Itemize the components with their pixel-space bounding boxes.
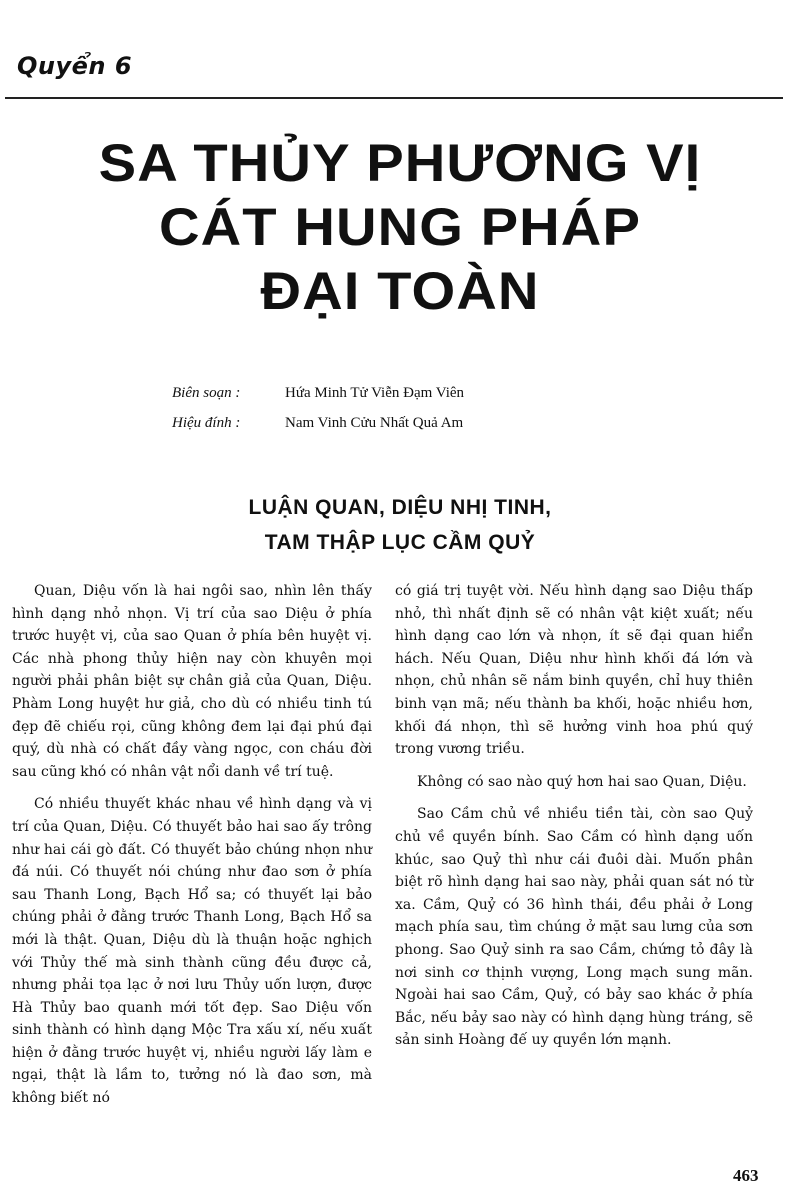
section-heading-line: LUẬN QUAN, DIỆU NHỊ TINH,: [248, 496, 552, 519]
credit-label: Hiệu đính :: [172, 414, 241, 431]
body-paragraph: Có nhiều thuyết khác nhau về hình dạng và vị trí của Quan, Diệu. Có thuyết bảo hai sao ấy trông như hai cái gò đất. Có thuyết bảo chúng nhọn như đá núi. Có thuyết nói chúng như đao sơn ở phía sau Thanh Long, Bạch Hổ sa; có thuyết lại bảo chúng phải ở đằng trước Thanh Long, Bạch Hổ sa mới là thật. Quan, Diệu dù là thuận hoặc nghịch với Thủy thế mà sinh thành cũng đều được cả, nhưng phải tọa lạc ở nơi lưu Thủy uốn lượn, được Hà Thủy bao quanh mới tốt đẹp. Sao Diệu vốn sinh thành có hình dạng Mộc Tra xấu xí, nếu xuất hiện ở đằng trước huyệt vị, nhiều người lấy làm e ngại, thật là lầm to, tưởng nó là đao sơn, mà không biết nó: [12, 796, 372, 1107]
body-paragraph: Sao Cầm chủ về nhiều tiền tài, còn sao Quỷ chủ về quyền bính. Sao Cầm có hình dạng uốn khúc, sao Quỷ thì như cái đuôi dài. Muốn phân biệt rõ hình dạng hai sao này, phải quan sát nó từ xa. Cầm, Quỷ có 36 hình thái, đều phải ở Long mạch phía sau, tìm chúng ở mặt sau lưng của sơn phong. Sao Quỷ sinh ra sao Cầm, chứng tỏ đây là nơi sinh cơ thịnh vượng, Long mạch sung mãn. Ngoài hai sao Cầm, Quỷ, có bảy sao khác ở phía Bắc, nếu bảy sao này có hình dạng hùng tráng, sẽ sản sinh Hoàng đế uy quyền lớn mạnh.: [395, 806, 753, 1049]
body-paragraph: Quan, Diệu vốn là hai ngôi sao, nhìn lên thấy hình dạng nhỏ nhọn. Vị trí của sao Diệu ở phía trước huyệt vị, của sao Quan ở phía bên huyệt vị. Các nhà phong thủy hiện nay còn khuyên mọi người phải phân biệt sự chân giả của Quan, Diệu. Phàm Long huyệt hư giả, cho dù có nhiều tinh tú đẹp đẽ chiếu rọi, cũng không đem lại đại phú đại quý, dù nhà có chất đầy vàng ngọc, con cháu đời sau cũng khó có nhân vật nổi danh về trí tuệ.: [12, 583, 372, 780]
credits-block: [172, 378, 464, 438]
page-number: 463: [733, 1166, 759, 1185]
section-heading: [0, 490, 800, 560]
section-heading-line: TAM THẬP LỤC CẦM QUỶ: [264, 531, 536, 554]
header-rule: [5, 97, 783, 99]
body-paragraph: Không có sao nào quý hơn hai sao Quan, Diệu.: [417, 773, 747, 790]
credit-label: Biên soạn :: [172, 384, 241, 401]
chapter-title-line: CÁT HUNG PHÁP: [159, 198, 641, 257]
credit-row-reviser: [172, 408, 464, 438]
body-paragraph-continued: có giá trị tuyệt vời. Nếu hình dạng sao Diệu thấp nhỏ, thì nhất định sẽ có nhân vật kiệt xuất; nếu hình dạng cao lớn và nhọn, ít sẽ đại quan hiển hách. Nếu Quan, Diệu như hình khối đá lớn và nhọn, chủ nhân sẽ nắm binh quyền, chỉ huy thiên binh vạn mã; nếu thành ba khối, hoặc nhiều hơn, khối đá nhọn, thì sẽ hưởng vinh hoa phú quý trong vương triều.: [395, 583, 753, 758]
body-column-right: [395, 580, 753, 1062]
chapter-title-line: ĐẠI TOÀN: [260, 262, 540, 321]
chapter-title-line: SA THỦY PHƯƠNG VỊ: [98, 134, 702, 193]
body-column-left: [12, 580, 372, 1120]
credit-value: Hứa Minh Tử Viễn Đạm Viên: [285, 384, 465, 401]
credit-row-editor: [172, 378, 464, 408]
book-volume-label: Quyển 6: [17, 52, 133, 80]
credit-value: Nam Vinh Cửu Nhất Quả Am: [285, 414, 464, 431]
chapter-title: [0, 132, 800, 324]
